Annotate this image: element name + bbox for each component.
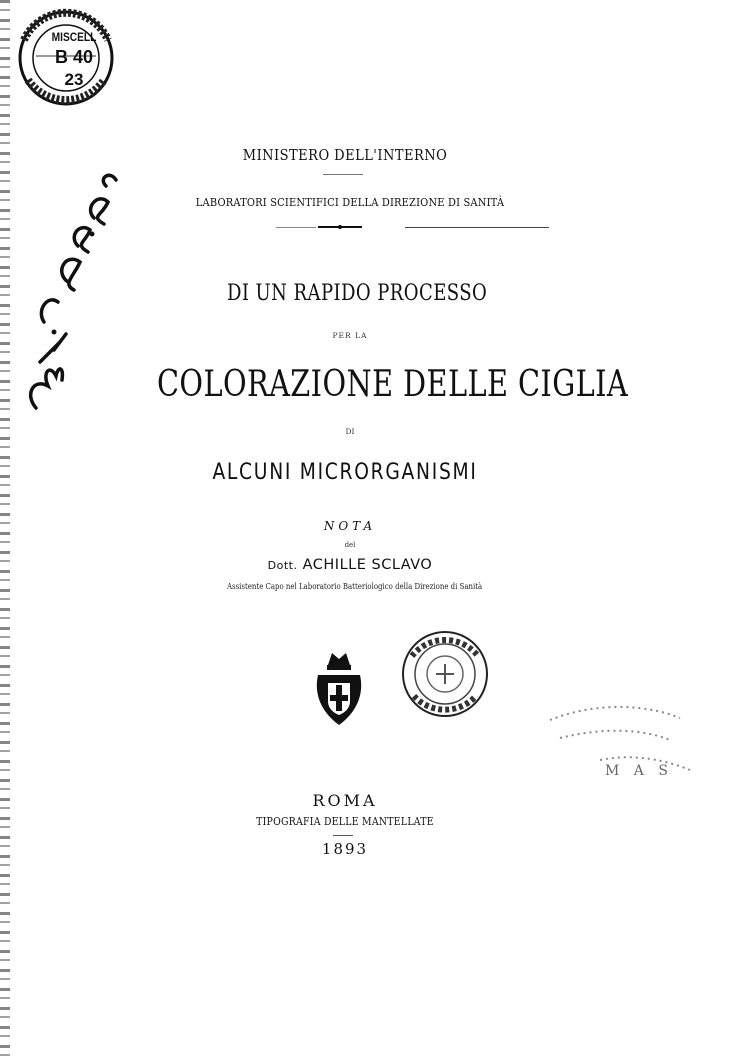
- ornamental-rule: [323, 174, 363, 175]
- imprint-city: ROMA: [312, 791, 378, 810]
- divider-ornament: [318, 225, 362, 229]
- faint-stamp: [540, 700, 700, 800]
- laboratory-heading: LABORATORI SCIENTIFICI DELLA DIREZIONE DI SANITÀ: [195, 195, 505, 209]
- stamp-label-miscell: MISCELL: [51, 30, 97, 44]
- imprint-printer: TIPOGRAFIA DELLE MANTELLATE: [256, 815, 434, 828]
- author-fullname: ACHILLE SCLAVO: [302, 557, 433, 573]
- title-connector-per-la: PER LA: [332, 331, 368, 340]
- circular-library-stamp: [400, 626, 490, 722]
- title-connector-di: DI: [345, 427, 355, 436]
- library-stamp: [14, 0, 114, 122]
- scan-binding-edge: [0, 0, 10, 1058]
- imprint-rule: [333, 835, 353, 836]
- ministry-heading: MINISTERO DELL'INTERNO: [242, 148, 448, 164]
- stamp-shelfmark: B 40: [54, 47, 94, 67]
- title-line-1: DI UN RAPIDO PROCESSO: [227, 281, 488, 306]
- author-name: [220, 557, 480, 573]
- divider-left: [276, 227, 316, 228]
- author-role: Assistente Capo nel Laboratorio Batteriologico della Direzione di Sanità: [227, 582, 483, 592]
- title-line-3: ALCUNI MICRORGANISMI: [212, 460, 478, 485]
- nota-label: NOTA: [323, 519, 377, 533]
- handwritten-note: [14, 172, 124, 422]
- imprint-year: 1893: [321, 840, 369, 858]
- divider-right: [405, 227, 549, 228]
- author-prefix: Dott.: [267, 559, 298, 572]
- del-label: del: [344, 541, 356, 549]
- title-line-2: COLORAZIONE DELLE CIGLIA: [157, 364, 629, 405]
- coat-of-arms-icon: [314, 645, 364, 730]
- stamp-number: 23: [64, 70, 84, 89]
- faint-stamp-text: M A S: [605, 763, 673, 779]
